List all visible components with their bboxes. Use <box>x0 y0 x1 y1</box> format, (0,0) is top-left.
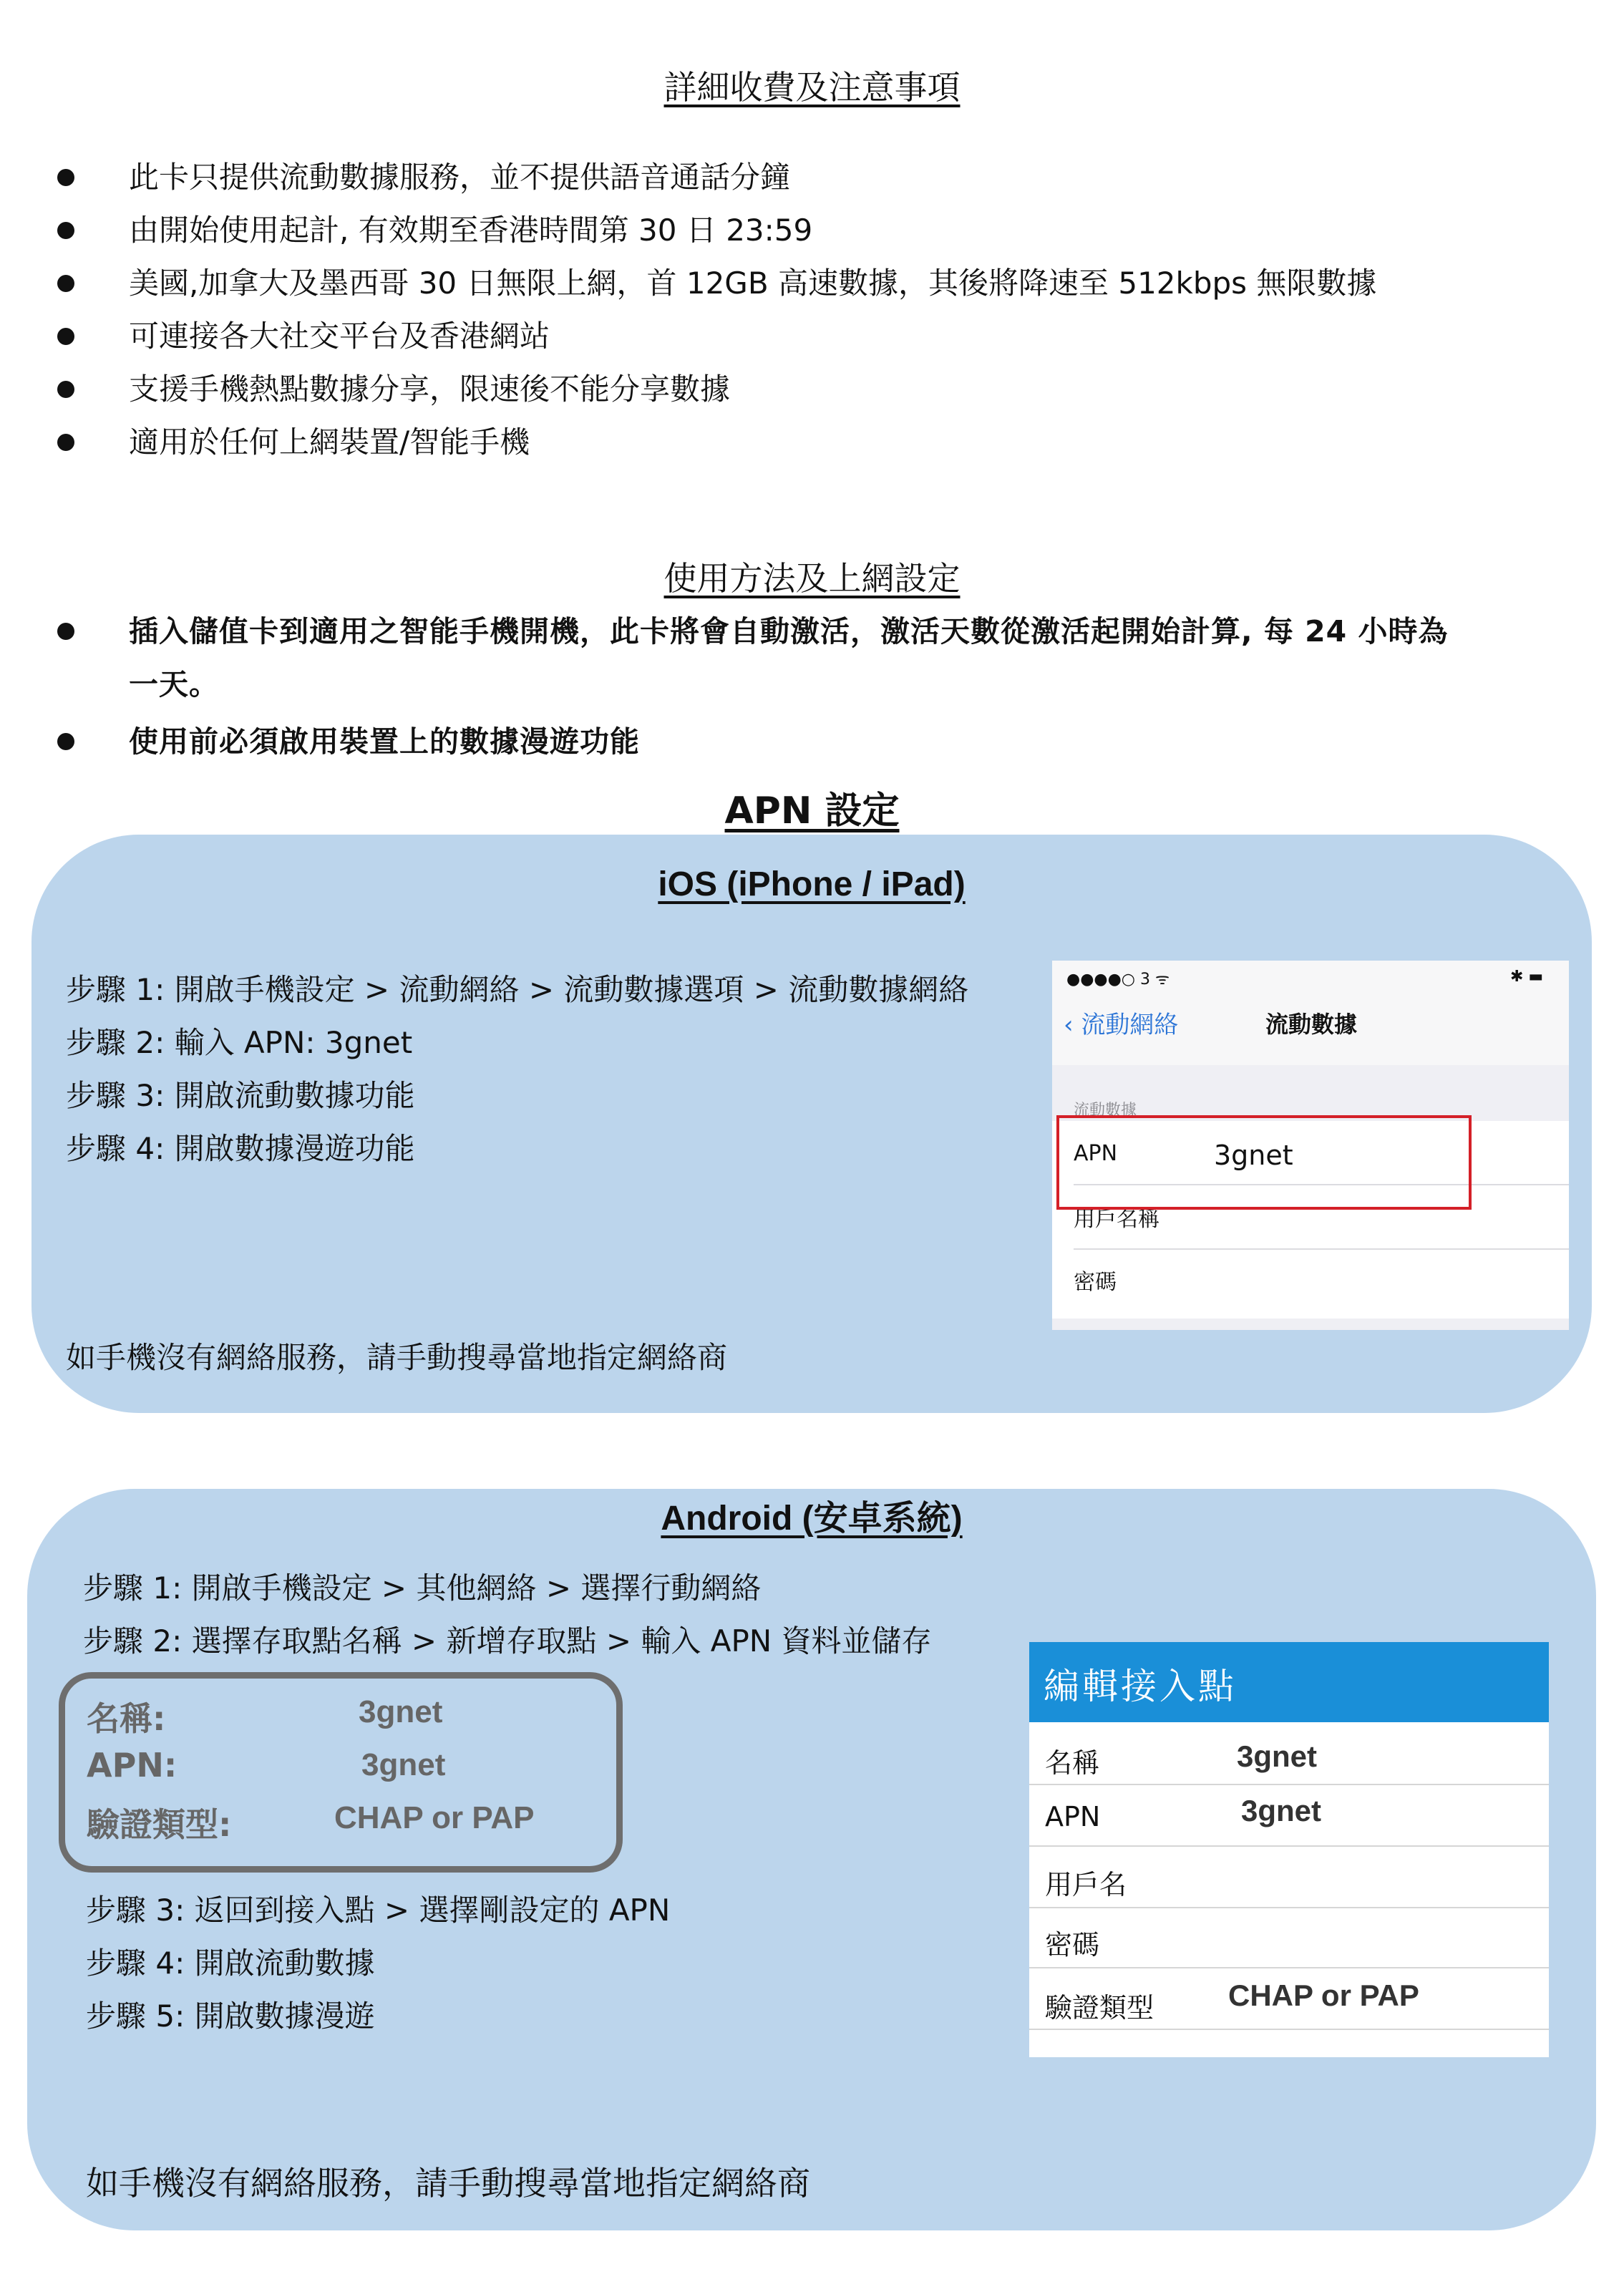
row-apn-value: 3gnet <box>1241 1794 1322 1827</box>
android-step-4: 步驟 4: 開啟流動數據 <box>86 1946 375 1981</box>
bullet-icon <box>57 733 74 750</box>
setting-name-key: 名稱: <box>87 1699 166 1738</box>
back-button: ‹ 流動網絡 <box>1064 1011 1179 1039</box>
ios-step-1: 步驟 1: 開啟手機設定 > 流動網絡 > 流動數據選項 > 流動數據網絡 <box>66 972 969 1007</box>
ios-title: iOS (iPhone / iPad) <box>658 865 966 903</box>
apn-settings-box <box>59 1672 623 1873</box>
setting-apn-key: APN: <box>87 1746 178 1784</box>
ios-panel <box>31 835 1592 1413</box>
bullet-icon <box>57 623 74 640</box>
bullet-icon <box>57 275 74 292</box>
bullet-icon <box>57 434 74 451</box>
password-label: 密碼 <box>1074 1270 1117 1295</box>
setting-auth-value: CHAP or PAP <box>334 1800 535 1835</box>
fees-heading: 詳細收費及注意事項 <box>663 68 961 107</box>
section-label: 流動數據 <box>1074 1102 1137 1120</box>
ios-step-2: 步驟 2: 輸入 APN: 3gnet <box>66 1025 413 1060</box>
android-title: Android (安卓系統) <box>661 1500 963 1538</box>
setting-name-value: 3gnet <box>359 1694 443 1729</box>
status-bar-right: ✱ ▬ <box>1510 968 1544 986</box>
setting-apn-value: 3gnet <box>361 1747 446 1782</box>
row-name-label: 名稱 <box>1045 1747 1100 1779</box>
apn-label: APN <box>1074 1141 1118 1166</box>
ios-settings-screenshot <box>1052 961 1569 1330</box>
bullet-icon <box>57 328 74 345</box>
username-label: 用戶名稱 <box>1074 1207 1159 1232</box>
row-apn-label: APN <box>1045 1801 1101 1832</box>
row-user-label: 用戶名 <box>1045 1869 1127 1900</box>
setting-auth-key: 驗證類型: <box>87 1805 232 1844</box>
row-name-value: 3gnet <box>1237 1739 1318 1773</box>
bullet-icon <box>57 222 74 239</box>
ios-step-3: 步驟 3: 開啟流動數據功能 <box>66 1078 415 1113</box>
screen-header: 編輯接入點 <box>1044 1666 1237 1707</box>
android-panel <box>27 1489 1596 2230</box>
bullet-icon <box>57 169 74 186</box>
android-step-1: 步驟 1: 開啟手機設定 > 其他網絡 > 選擇行動網絡 <box>83 1570 762 1606</box>
android-note: 如手機沒有網絡服務，請手動搜尋當地指定網絡商 <box>86 2164 810 2203</box>
status-bar: ●●●●○ 3 ᯤ <box>1066 971 1170 989</box>
ios-note: 如手機沒有網絡服務，請手動搜尋當地指定網絡商 <box>66 1340 728 1375</box>
screen-title: 流動數據 <box>1265 1011 1358 1038</box>
android-apn-screenshot <box>1029 1642 1549 2057</box>
android-step-5: 步驟 5: 開啟數據漫遊 <box>86 1999 375 2034</box>
android-step-2: 步驟 2: 選擇存取點名稱 > 新增存取點 > 輸入 APN 資料並儲存 <box>83 1623 932 1659</box>
usage-heading: 使用方法及上網設定 <box>663 559 961 598</box>
row-auth-value: CHAP or PAP <box>1228 1978 1419 2012</box>
bullet-icon <box>57 381 74 398</box>
row-auth-label: 驗證類型 <box>1045 1992 1154 2024</box>
row-pass-label: 密碼 <box>1045 1929 1100 1961</box>
apn-highlight-box <box>1056 1115 1472 1210</box>
android-step-3: 步驟 3: 返回到接入點 > 選擇剛設定的 APN <box>86 1893 671 1928</box>
apn-heading: APN 設定 <box>724 790 900 832</box>
apn-value: 3gnet <box>1214 1140 1293 1171</box>
ios-step-4: 步驟 4: 開啟數據漫遊功能 <box>66 1131 415 1166</box>
